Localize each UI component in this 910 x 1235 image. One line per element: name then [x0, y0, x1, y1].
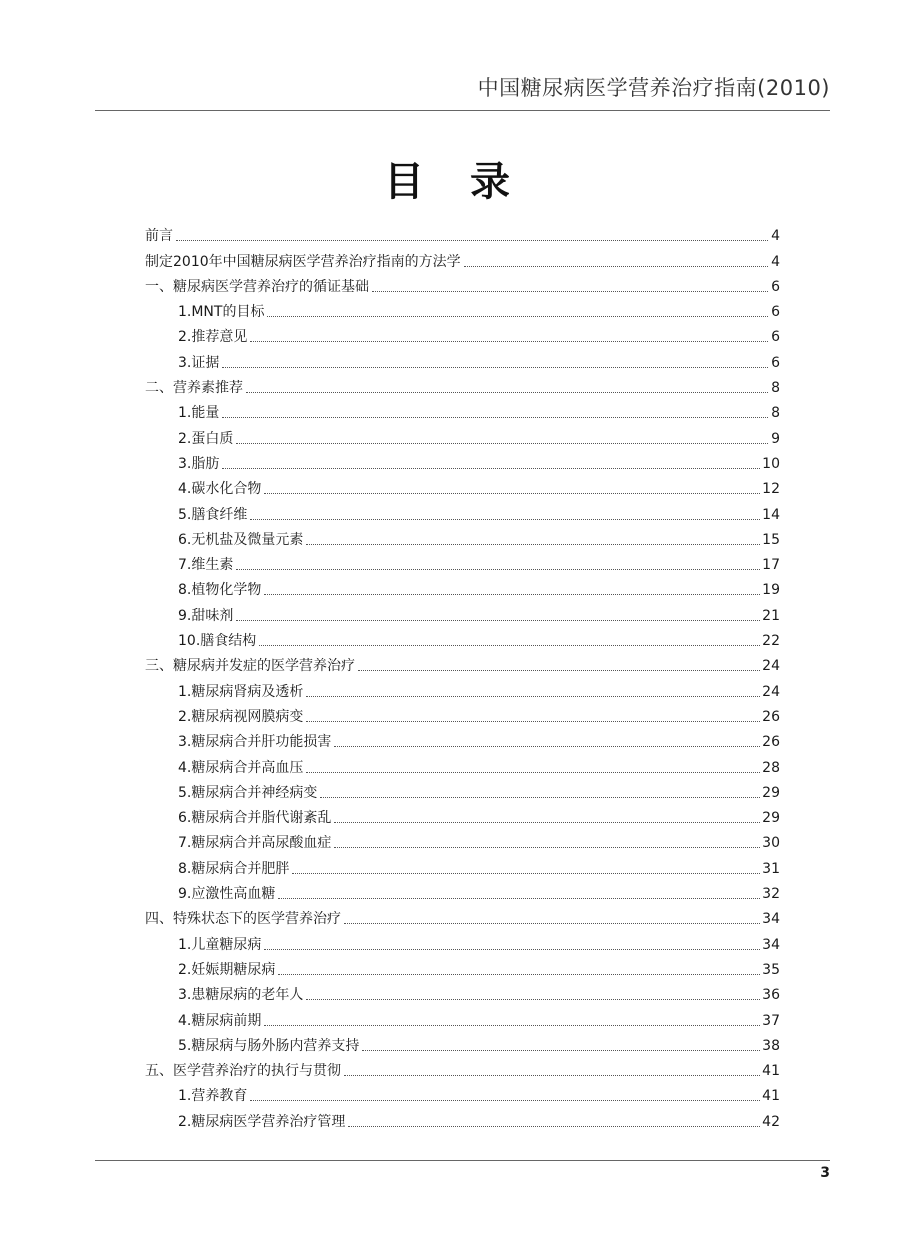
- toc-subentry[interactable]: [145, 802, 780, 827]
- toc-entry-page: 41: [762, 1063, 780, 1080]
- dot-leader: [334, 746, 760, 747]
- toc-entry-page: 31: [762, 860, 780, 877]
- toc-subentry[interactable]: [145, 473, 780, 498]
- toc-entry-page: 4: [771, 228, 780, 245]
- toc-entry-page: 6: [771, 354, 780, 371]
- dot-leader: [259, 645, 760, 646]
- toc-subentry[interactable]: [145, 979, 780, 1004]
- toc-entry-label: 4.糖尿病合并高血压: [178, 759, 304, 776]
- toc-entry-page: 10: [762, 455, 780, 472]
- toc-entry-label: 4.糖尿病前期: [178, 1012, 262, 1029]
- toc-entry-label: 7.糖尿病合并高尿酸血症: [178, 835, 332, 852]
- header-rule: [95, 110, 830, 111]
- toc-entry-label: 一、糖尿病医学营养治疗的循证基础: [145, 278, 369, 295]
- dot-leader: [464, 266, 768, 267]
- dot-leader: [372, 291, 768, 292]
- dot-leader: [246, 392, 768, 393]
- dot-leader: [334, 847, 760, 848]
- dot-leader: [222, 417, 768, 418]
- dot-leader: [222, 367, 768, 368]
- dot-leader: [222, 468, 760, 469]
- toc-entry-page: 26: [762, 734, 780, 751]
- toc-entry-page: 24: [762, 683, 780, 700]
- toc-entry-page: 41: [762, 1088, 780, 1105]
- toc-subentry[interactable]: [145, 675, 780, 700]
- toc-entry-label: 8.植物化学物: [178, 582, 262, 599]
- toc-entry-label: 3.糖尿病合并肝功能损害: [178, 734, 332, 751]
- toc-subentry[interactable]: [145, 1080, 780, 1105]
- page-number: 3: [820, 1165, 830, 1181]
- toc-entry-label: 5.糖尿病与肠外肠内营养支持: [178, 1037, 360, 1054]
- toc-entry-label: 3.脂肪: [178, 455, 220, 472]
- dot-leader: [306, 772, 760, 773]
- toc-entry-page: 28: [762, 759, 780, 776]
- dot-leader: [236, 569, 760, 570]
- toc-entry-page: 21: [762, 607, 780, 624]
- toc-entry-page: 30: [762, 835, 780, 852]
- dot-leader: [306, 544, 760, 545]
- toc-entry-page: 8: [771, 380, 780, 397]
- toc-entry-label: 6.无机盐及微量元素: [178, 531, 304, 548]
- toc-subentry[interactable]: [145, 599, 780, 624]
- toc-entry-label: 2.推荐意见: [178, 329, 248, 346]
- footer-rule: [95, 1160, 830, 1161]
- toc-subentry[interactable]: [145, 296, 780, 321]
- dot-leader: [264, 493, 760, 494]
- toc-entry-page: 19: [762, 582, 780, 599]
- toc-entry-page: 6: [771, 329, 780, 346]
- toc-entry-page: 12: [762, 481, 780, 498]
- toc-entry[interactable]: [145, 650, 780, 675]
- toc-subentry[interactable]: [145, 1004, 780, 1029]
- toc-entry[interactable]: [145, 245, 780, 270]
- toc-entry-label: 五、医学营养治疗的执行与贯彻: [145, 1063, 341, 1080]
- toc-entry-label: 三、糖尿病并发症的医学营养治疗: [145, 658, 355, 675]
- dot-leader: [358, 670, 760, 671]
- toc-subentry[interactable]: [145, 751, 780, 776]
- dot-leader: [348, 1126, 760, 1127]
- toc-entry-label: 2.蛋白质: [178, 430, 234, 447]
- toc-entry-page: 22: [762, 633, 780, 650]
- toc-subentry[interactable]: [145, 954, 780, 979]
- toc-subentry[interactable]: [145, 1030, 780, 1055]
- dot-leader: [306, 999, 760, 1000]
- toc-subentry[interactable]: [145, 878, 780, 903]
- toc-entry-page: 37: [762, 1012, 780, 1029]
- dot-leader: [278, 974, 760, 975]
- toc-subentry[interactable]: [145, 524, 780, 549]
- toc-subentry[interactable]: [145, 498, 780, 523]
- dot-leader: [264, 1025, 760, 1026]
- toc-entry[interactable]: [145, 1055, 780, 1080]
- dot-leader: [278, 898, 760, 899]
- toc-entry-label: 1.营养教育: [178, 1088, 248, 1105]
- toc-entry-label: 3.患糖尿病的老年人: [178, 987, 304, 1004]
- toc-entry-page: 24: [762, 658, 780, 675]
- page-title: 目 录: [384, 159, 526, 205]
- dot-leader: [250, 519, 760, 520]
- dot-leader: [236, 620, 760, 621]
- dot-leader: [176, 240, 768, 241]
- toc-entry-page: 8: [771, 405, 780, 422]
- toc-entry-label: 四、特殊状态下的医学营养治疗: [145, 911, 341, 928]
- toc-entry-page: 34: [762, 936, 780, 953]
- toc-entry-page: 26: [762, 708, 780, 725]
- toc-subentry[interactable]: [145, 574, 780, 599]
- dot-leader: [320, 797, 760, 798]
- toc-entry-page: 34: [762, 911, 780, 928]
- toc-entry-label: 前言: [145, 228, 173, 245]
- toc-subentry[interactable]: [145, 1105, 780, 1130]
- toc-entry-label: 1.MNT的目标: [178, 304, 265, 321]
- toc-subentry[interactable]: [145, 549, 780, 574]
- toc-entry-label: 5.膳食纤维: [178, 506, 248, 523]
- toc-entry-page: 29: [762, 784, 780, 801]
- dot-leader: [264, 949, 760, 950]
- toc-entry-label: 2.糖尿病视网膜病变: [178, 708, 304, 725]
- toc-subentry[interactable]: [145, 346, 780, 371]
- toc-entry[interactable]: [145, 372, 780, 397]
- toc-entry[interactable]: [145, 903, 780, 928]
- toc-entry-label: 6.糖尿病合并脂代谢紊乱: [178, 810, 332, 827]
- table-of-contents: [145, 220, 780, 1131]
- toc-entry-label: 4.碳水化合物: [178, 481, 262, 498]
- toc-entry-label: 2.妊娠期糖尿病: [178, 961, 276, 978]
- toc-entry-page: 6: [771, 304, 780, 321]
- toc-entry-page: 17: [762, 557, 780, 574]
- toc-subentry[interactable]: [145, 852, 780, 877]
- dot-leader: [344, 923, 760, 924]
- toc-entry-label: 2.糖尿病医学营养治疗管理: [178, 1113, 346, 1130]
- toc-entry-label: 1.糖尿病肾病及透析: [178, 683, 304, 700]
- toc-entry[interactable]: [145, 220, 780, 245]
- toc-entry-label: 制定2010年中国糖尿病医学营养治疗指南的方法学: [145, 253, 461, 270]
- toc-entry-page: 6: [771, 278, 780, 295]
- dot-leader: [334, 822, 760, 823]
- toc-entry[interactable]: [145, 271, 780, 296]
- toc-subentry[interactable]: [145, 422, 780, 447]
- dot-leader: [362, 1050, 760, 1051]
- toc-subentry[interactable]: [145, 625, 780, 650]
- dot-leader: [292, 873, 760, 874]
- dot-leader: [236, 443, 768, 444]
- toc-subentry[interactable]: [145, 777, 780, 802]
- toc-subentry[interactable]: [145, 928, 780, 953]
- dot-leader: [344, 1075, 760, 1076]
- toc-entry-label: 3.证据: [178, 354, 220, 371]
- dot-leader: [306, 721, 760, 722]
- toc-entry-page: 32: [762, 886, 780, 903]
- toc-entry-page: 29: [762, 810, 780, 827]
- toc-entry-label: 10.膳食结构: [178, 633, 257, 650]
- toc-entry-page: 14: [762, 506, 780, 523]
- dot-leader: [250, 341, 768, 342]
- toc-entry-page: 15: [762, 531, 780, 548]
- toc-subentry[interactable]: [145, 827, 780, 852]
- dot-leader: [264, 594, 760, 595]
- dot-leader: [306, 696, 760, 697]
- toc-entry-page: 9: [771, 430, 780, 447]
- dot-leader: [250, 1100, 760, 1101]
- toc-entry-label: 7.维生素: [178, 557, 234, 574]
- toc-entry-label: 1.儿童糖尿病: [178, 936, 262, 953]
- toc-subentry[interactable]: [145, 321, 780, 346]
- toc-entry-label: 9.甜味剂: [178, 607, 234, 624]
- toc-entry-label: 5.糖尿病合并神经病变: [178, 784, 318, 801]
- running-header: 中国糖尿病医学营养治疗指南(2010): [477, 76, 830, 100]
- toc-subentry[interactable]: [145, 726, 780, 751]
- toc-entry-label: 8.糖尿病合并肥胖: [178, 860, 290, 877]
- toc-subentry[interactable]: [145, 448, 780, 473]
- toc-entry-label: 9.应激性高血糖: [178, 886, 276, 903]
- toc-entry-page: 42: [762, 1113, 780, 1130]
- dot-leader: [267, 316, 768, 317]
- toc-entry-label: 二、营养素推荐: [145, 380, 243, 397]
- toc-entry-label: 1.能量: [178, 405, 220, 422]
- toc-entry-page: 4: [771, 253, 780, 270]
- toc-subentry[interactable]: [145, 397, 780, 422]
- toc-subentry[interactable]: [145, 701, 780, 726]
- toc-entry-page: 35: [762, 961, 780, 978]
- toc-entry-page: 38: [762, 1037, 780, 1054]
- toc-entry-page: 36: [762, 987, 780, 1004]
